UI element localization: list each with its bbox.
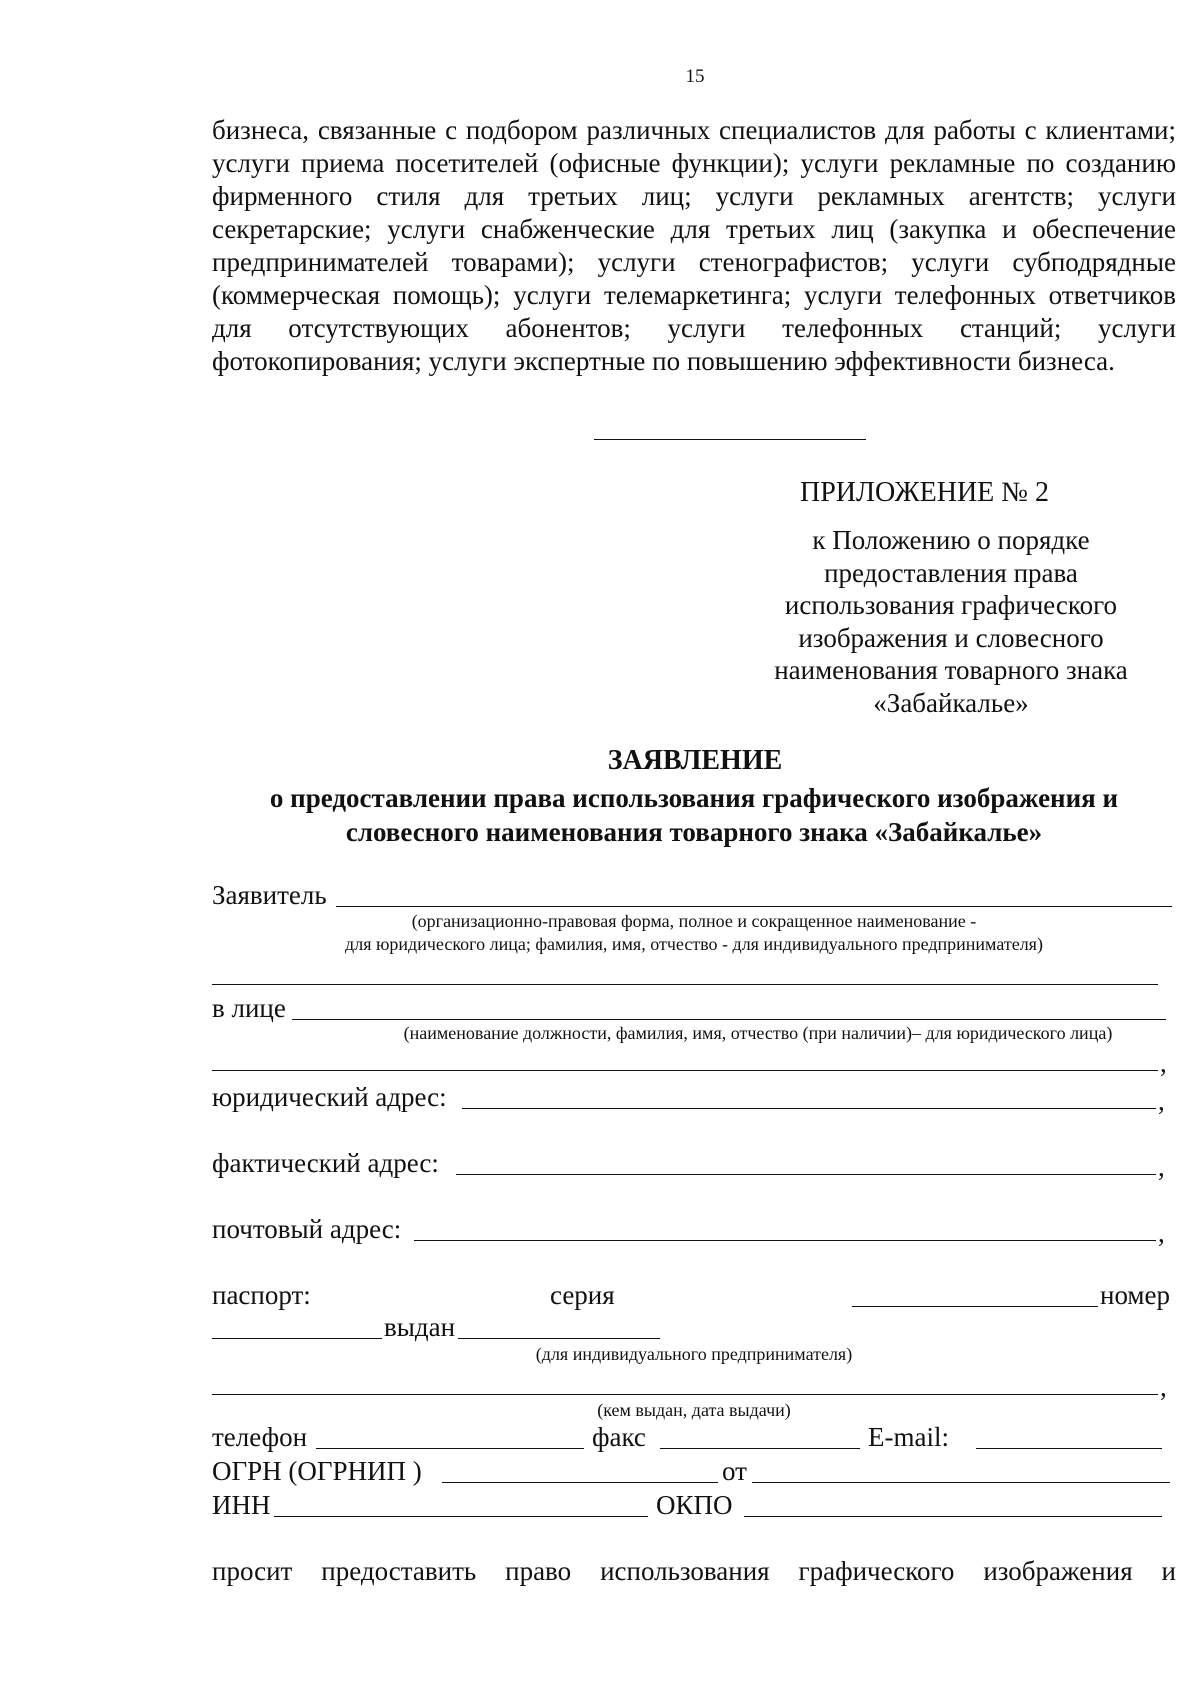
issued-by-field[interactable]	[212, 1394, 1158, 1395]
separator-line	[594, 439, 866, 440]
issued-by-hint: (кем выдан, дата выдачи)	[597, 1400, 791, 1420]
actual-address-comma: ,	[1158, 1152, 1165, 1182]
issued-by-comma: ,	[1160, 1372, 1167, 1402]
email-label: E-mail:	[868, 1422, 949, 1452]
from-label: от	[722, 1456, 747, 1486]
issued-label: выдан	[384, 1312, 456, 1342]
fax-field[interactable]	[660, 1448, 860, 1449]
statement-title: ЗАЯВЛЕНИЕ	[607, 745, 783, 776]
inn-label: ИНН	[212, 1490, 271, 1520]
person-field[interactable]	[292, 1019, 1166, 1020]
intro-paragraph: бизнеса, связанные с подбором различных специалистов для работы с клиентами; услуги приема посетителей (офисные функции); услуги рекламные по созданию фирменного стиля для третьих лиц; услуги рекламных агентств; услуги секретарские; услуги снабженческие для третьих лиц (закупка и обеспечение предпринимателей товарами); услуги стенографистов; услуги субподрядные (коммерческая помощь); услуги телемаркетинга; услуги телефонных ответчиков для отсутствующих абонентов; услуги телефонных станций; услуги фотокопирования; услуги экспертные по повышению эффективности бизнеса.	[212, 115, 1176, 376]
phone-label: телефон	[212, 1422, 308, 1452]
applicant-hint-1: (организационно-правовая форма, полное и сокращенное наименование -	[411, 911, 977, 931]
okpo-label: ОКПО	[656, 1490, 733, 1520]
actual-address-label: фактический адрес:	[212, 1148, 439, 1178]
fax-label: факс	[592, 1422, 646, 1452]
person-comma: ,	[1160, 1048, 1167, 1078]
applicant-hint-2: для юридического лица; фамилия, имя, отчество - для индивидуального предпринимателя)	[345, 934, 1043, 954]
postal-address-label: почтовый адрес:	[212, 1214, 402, 1244]
closing-text: просит предоставить право использования графического изображения и	[212, 1556, 1176, 1586]
ogrn-field[interactable]	[442, 1482, 718, 1483]
actual-address-field[interactable]	[456, 1174, 1156, 1175]
legal-address-comma: ,	[1158, 1086, 1165, 1116]
ogrn-date-field[interactable]	[752, 1482, 1170, 1483]
ogrn-label: ОГРН (ОГРНИП )	[212, 1456, 422, 1486]
legal-address-label: юридический адрес:	[212, 1082, 447, 1112]
postal-address-field[interactable]	[414, 1240, 1156, 1241]
passport-label: паспорт:	[212, 1280, 311, 1310]
ip-hint: (для индивидуального предпринимателя)	[535, 1344, 853, 1364]
phone-field[interactable]	[316, 1448, 584, 1449]
applicant-label: Заявитель	[212, 880, 327, 910]
inn-field[interactable]	[274, 1516, 648, 1517]
passport-series-field[interactable]	[212, 1338, 382, 1339]
applicant-field[interactable]	[336, 906, 1172, 907]
statement-subtitle: о предоставлении права использования графического изображения и словесного наименования товарного знака «Забайкалье»	[269, 783, 1119, 847]
page-number: 15	[685, 66, 705, 87]
series-label: серия	[550, 1280, 615, 1310]
person-field-2[interactable]	[212, 1070, 1158, 1071]
postal-address-comma: ,	[1158, 1218, 1165, 1248]
person-hint: (наименование должности, фамилия, имя, отчество (при наличии)– для юридического лица)	[403, 1023, 1113, 1043]
number-label: номер	[1100, 1280, 1171, 1310]
legal-address-field[interactable]	[462, 1108, 1156, 1109]
person-label: в лице	[212, 993, 286, 1023]
appendix-note: к Положению о порядке предоставления права использования графического изображения и словесного наименования товарного знака «Забайкалье»	[774, 525, 1128, 718]
email-field[interactable]	[976, 1448, 1162, 1449]
passport-number-field[interactable]	[852, 1306, 1098, 1307]
issued-field[interactable]	[458, 1338, 660, 1339]
applicant-field-2[interactable]	[212, 984, 1158, 985]
okpo-field[interactable]	[744, 1516, 1162, 1517]
appendix-title: ПРИЛОЖЕНИЕ № 2	[800, 477, 1049, 508]
